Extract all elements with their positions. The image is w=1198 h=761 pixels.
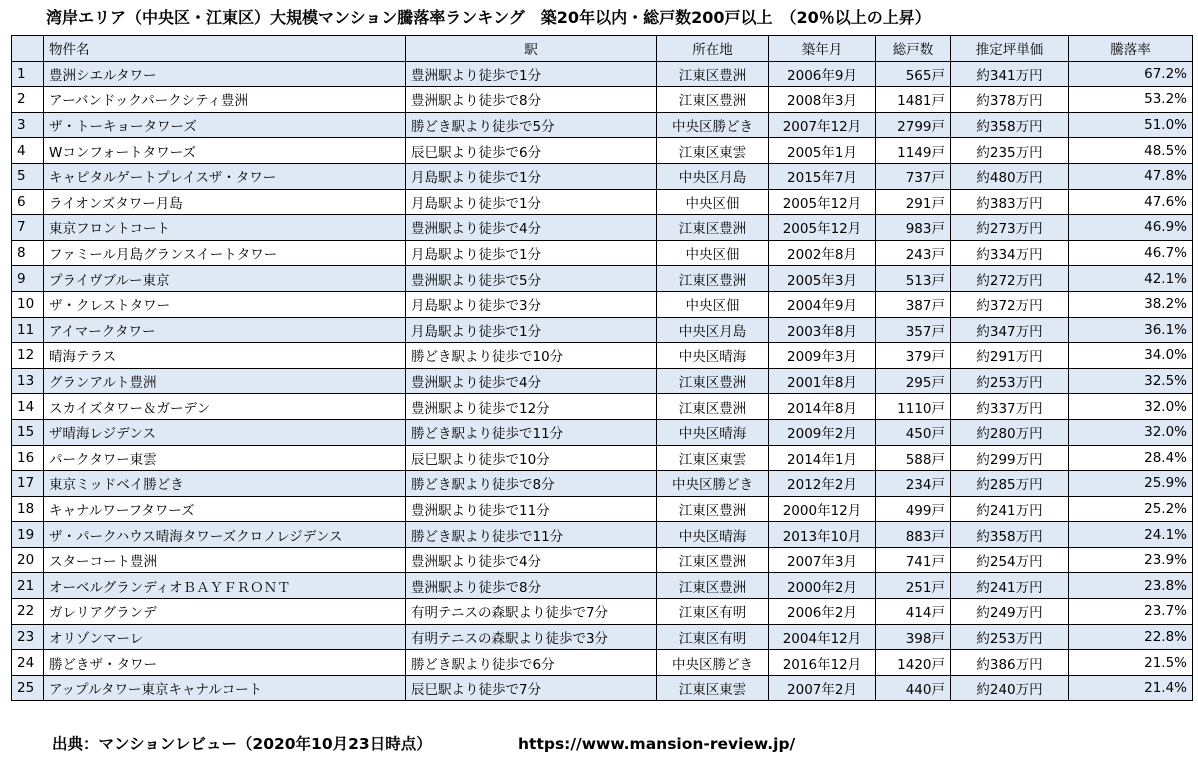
cell-station: 豊洲駅より徒歩で8分 bbox=[406, 87, 657, 113]
cell-units: 243戸 bbox=[876, 240, 951, 266]
cell-location: 江東区東雲 bbox=[657, 445, 769, 471]
cell-price: 約273万円 bbox=[951, 215, 1069, 241]
cell-rate: 53.2% bbox=[1069, 87, 1193, 113]
cell-location: 中央区佃 bbox=[657, 291, 769, 317]
cell-location: 江東区豊洲 bbox=[657, 215, 769, 241]
cell-built: 2006年2月 bbox=[769, 599, 876, 625]
header-location: 所在地 bbox=[657, 36, 769, 62]
cell-price: 約299万円 bbox=[951, 445, 1069, 471]
cell-station: 辰巳駅より徒歩で7分 bbox=[406, 675, 657, 701]
cell-rank: 3 bbox=[12, 112, 44, 138]
cell-built: 2013年10月 bbox=[769, 522, 876, 548]
table-row bbox=[12, 471, 1193, 497]
cell-property-name: 豊洲シエルタワー bbox=[44, 61, 406, 87]
cell-location: 江東区東雲 bbox=[657, 138, 769, 164]
cell-location: 中央区勝どき bbox=[657, 471, 769, 497]
header-no bbox=[12, 36, 44, 62]
cell-property-name: 東京ミッドベイ勝どき bbox=[44, 471, 406, 497]
cell-price: 約253万円 bbox=[951, 368, 1069, 394]
cell-rate: 32.0% bbox=[1069, 419, 1193, 445]
cell-location: 江東区豊洲 bbox=[657, 368, 769, 394]
cell-rank: 15 bbox=[12, 419, 44, 445]
cell-price: 約285万円 bbox=[951, 471, 1069, 497]
footer-url[interactable]: https://www.mansion-review.jp/ bbox=[518, 735, 796, 753]
ranking-table bbox=[11, 35, 1193, 701]
cell-station: 豊洲駅より徒歩で1分 bbox=[406, 61, 657, 87]
cell-rate: 23.9% bbox=[1069, 547, 1193, 573]
cell-station: 豊洲駅より徒歩で5分 bbox=[406, 266, 657, 292]
cell-station: 月島駅より徒歩で3分 bbox=[406, 291, 657, 317]
cell-rate: 28.4% bbox=[1069, 445, 1193, 471]
cell-rank: 13 bbox=[12, 368, 44, 394]
cell-units: 291戸 bbox=[876, 189, 951, 215]
cell-rate: 36.1% bbox=[1069, 317, 1193, 343]
table-row bbox=[12, 266, 1193, 292]
cell-station: 有明テニスの森駅より徒歩で7分 bbox=[406, 599, 657, 625]
cell-units: 440戸 bbox=[876, 675, 951, 701]
cell-station: 月島駅より徒歩で1分 bbox=[406, 189, 657, 215]
cell-rate: 48.5% bbox=[1069, 138, 1193, 164]
table-row bbox=[12, 163, 1193, 189]
cell-built: 2004年9月 bbox=[769, 291, 876, 317]
cell-rank: 17 bbox=[12, 471, 44, 497]
cell-station: 月島駅より徒歩で1分 bbox=[406, 163, 657, 189]
cell-built: 2007年2月 bbox=[769, 675, 876, 701]
table-row bbox=[12, 624, 1193, 650]
cell-price: 約272万円 bbox=[951, 266, 1069, 292]
cell-property-name: ザ・トーキョータワーズ bbox=[44, 112, 406, 138]
cell-property-name: オリゾンマーレ bbox=[44, 624, 406, 650]
cell-location: 中央区佃 bbox=[657, 240, 769, 266]
cell-location: 江東区豊洲 bbox=[657, 573, 769, 599]
cell-property-name: 勝どきザ・タワー bbox=[44, 650, 406, 676]
cell-rate: 23.7% bbox=[1069, 599, 1193, 625]
cell-price: 約291万円 bbox=[951, 343, 1069, 369]
cell-station: 勝どき駅より徒歩で11分 bbox=[406, 522, 657, 548]
header-rate: 騰落率 bbox=[1069, 36, 1193, 62]
cell-rank: 8 bbox=[12, 240, 44, 266]
cell-built: 2000年2月 bbox=[769, 573, 876, 599]
cell-location: 中央区晴海 bbox=[657, 419, 769, 445]
cell-price: 約235万円 bbox=[951, 138, 1069, 164]
table-row bbox=[12, 368, 1193, 394]
cell-location: 中央区晴海 bbox=[657, 343, 769, 369]
cell-built: 2009年2月 bbox=[769, 419, 876, 445]
cell-price: 約240万円 bbox=[951, 675, 1069, 701]
cell-rank: 18 bbox=[12, 496, 44, 522]
cell-station: 勝どき駅より徒歩で10分 bbox=[406, 343, 657, 369]
table-row bbox=[12, 445, 1193, 471]
cell-units: 513戸 bbox=[876, 266, 951, 292]
cell-rate: 51.0% bbox=[1069, 112, 1193, 138]
cell-location: 江東区東雲 bbox=[657, 675, 769, 701]
cell-station: 勝どき駅より徒歩で11分 bbox=[406, 419, 657, 445]
cell-station: 月島駅より徒歩で1分 bbox=[406, 317, 657, 343]
cell-station: 勝どき駅より徒歩で6分 bbox=[406, 650, 657, 676]
cell-price: 約249万円 bbox=[951, 599, 1069, 625]
cell-property-name: ザ・クレストタワー bbox=[44, 291, 406, 317]
cell-property-name: ライオンズタワー月島 bbox=[44, 189, 406, 215]
cell-price: 約254万円 bbox=[951, 547, 1069, 573]
cell-station: 豊洲駅より徒歩で4分 bbox=[406, 215, 657, 241]
cell-rate: 32.5% bbox=[1069, 368, 1193, 394]
cell-rank: 25 bbox=[12, 675, 44, 701]
cell-station: 辰巳駅より徒歩で10分 bbox=[406, 445, 657, 471]
header-station: 駅 bbox=[406, 36, 657, 62]
cell-units: 379戸 bbox=[876, 343, 951, 369]
cell-property-name: アイマークタワー bbox=[44, 317, 406, 343]
cell-rate: 22.8% bbox=[1069, 624, 1193, 650]
cell-units: 357戸 bbox=[876, 317, 951, 343]
cell-station: 辰巳駅より徒歩で6分 bbox=[406, 138, 657, 164]
cell-built: 2005年1月 bbox=[769, 138, 876, 164]
table-row bbox=[12, 317, 1193, 343]
cell-units: 499戸 bbox=[876, 496, 951, 522]
table-row bbox=[12, 650, 1193, 676]
cell-rank: 24 bbox=[12, 650, 44, 676]
cell-price: 約383万円 bbox=[951, 189, 1069, 215]
cell-property-name: ザ・パークハウス晴海タワーズクロノレジデンス bbox=[44, 522, 406, 548]
cell-built: 2005年12月 bbox=[769, 215, 876, 241]
cell-units: 565戸 bbox=[876, 61, 951, 87]
cell-property-name: キャナルワーフタワーズ bbox=[44, 496, 406, 522]
table-row bbox=[12, 599, 1193, 625]
cell-built: 2006年9月 bbox=[769, 61, 876, 87]
cell-location: 中央区佃 bbox=[657, 189, 769, 215]
cell-location: 江東区豊洲 bbox=[657, 496, 769, 522]
cell-location: 中央区勝どき bbox=[657, 112, 769, 138]
cell-station: 勝どき駅より徒歩で8分 bbox=[406, 471, 657, 497]
cell-property-name: ザ晴海レジデンス bbox=[44, 419, 406, 445]
cell-units: 983戸 bbox=[876, 215, 951, 241]
cell-rank: 5 bbox=[12, 163, 44, 189]
cell-rate: 21.4% bbox=[1069, 675, 1193, 701]
table-row bbox=[12, 675, 1193, 701]
cell-location: 江東区豊洲 bbox=[657, 87, 769, 113]
cell-rank: 11 bbox=[12, 317, 44, 343]
cell-rate: 47.8% bbox=[1069, 163, 1193, 189]
header-units: 総戸数 bbox=[876, 36, 951, 62]
table-row bbox=[12, 291, 1193, 317]
table-row bbox=[12, 87, 1193, 113]
cell-price: 約347万円 bbox=[951, 317, 1069, 343]
cell-rank: 19 bbox=[12, 522, 44, 548]
cell-location: 江東区豊洲 bbox=[657, 394, 769, 420]
table-row bbox=[12, 240, 1193, 266]
cell-price: 約337万円 bbox=[951, 394, 1069, 420]
cell-price: 約372万円 bbox=[951, 291, 1069, 317]
cell-price: 約341万円 bbox=[951, 61, 1069, 87]
cell-price: 約358万円 bbox=[951, 112, 1069, 138]
cell-units: 741戸 bbox=[876, 547, 951, 573]
cell-rate: 34.0% bbox=[1069, 343, 1193, 369]
table-row bbox=[12, 547, 1193, 573]
header-name: 物件名 bbox=[44, 36, 406, 62]
cell-units: 414戸 bbox=[876, 599, 951, 625]
table-row bbox=[12, 573, 1193, 599]
cell-rank: 16 bbox=[12, 445, 44, 471]
table-row bbox=[12, 112, 1193, 138]
cell-rate: 25.2% bbox=[1069, 496, 1193, 522]
cell-property-name: スカイズタワー＆ガーデン bbox=[44, 394, 406, 420]
cell-rate: 47.6% bbox=[1069, 189, 1193, 215]
cell-property-name: キャピタルゲートプレイスザ・タワー bbox=[44, 163, 406, 189]
cell-built: 2002年8月 bbox=[769, 240, 876, 266]
cell-station: 有明テニスの森駅より徒歩で3分 bbox=[406, 624, 657, 650]
cell-location: 江東区豊洲 bbox=[657, 266, 769, 292]
page-title: 湾岸エリア（中央区・江東区）大規模マンション騰落率ランキング 築20年以内・総戸数200戸以上 （20％以上の上昇） bbox=[46, 8, 931, 27]
table-row bbox=[12, 189, 1193, 215]
cell-units: 588戸 bbox=[876, 445, 951, 471]
cell-units: 398戸 bbox=[876, 624, 951, 650]
cell-property-name: グランアルト豊洲 bbox=[44, 368, 406, 394]
cell-built: 2005年12月 bbox=[769, 189, 876, 215]
cell-rank: 14 bbox=[12, 394, 44, 420]
table-row bbox=[12, 522, 1193, 548]
cell-rate: 42.1% bbox=[1069, 266, 1193, 292]
cell-rate: 46.7% bbox=[1069, 240, 1193, 266]
cell-station: 月島駅より徒歩で1分 bbox=[406, 240, 657, 266]
cell-rate: 67.2% bbox=[1069, 61, 1193, 87]
cell-price: 約378万円 bbox=[951, 87, 1069, 113]
footer-source: 出典：マンションレビュー（2020年10月23日時点） bbox=[52, 735, 432, 753]
cell-rank: 1 bbox=[12, 61, 44, 87]
cell-units: 737戸 bbox=[876, 163, 951, 189]
cell-rank: 9 bbox=[12, 266, 44, 292]
cell-rate: 38.2% bbox=[1069, 291, 1193, 317]
cell-built: 2014年8月 bbox=[769, 394, 876, 420]
cell-station: 豊洲駅より徒歩で4分 bbox=[406, 368, 657, 394]
cell-built: 2007年3月 bbox=[769, 547, 876, 573]
cell-station: 豊洲駅より徒歩で12分 bbox=[406, 394, 657, 420]
cell-rank: 20 bbox=[12, 547, 44, 573]
cell-price: 約280万円 bbox=[951, 419, 1069, 445]
cell-rank: 21 bbox=[12, 573, 44, 599]
cell-units: 251戸 bbox=[876, 573, 951, 599]
cell-rank: 7 bbox=[12, 215, 44, 241]
cell-property-name: スターコート豊洲 bbox=[44, 547, 406, 573]
cell-property-name: 晴海テラス bbox=[44, 343, 406, 369]
cell-price: 約386万円 bbox=[951, 650, 1069, 676]
cell-rank: 2 bbox=[12, 87, 44, 113]
cell-station: 豊洲駅より徒歩で11分 bbox=[406, 496, 657, 522]
cell-rank: 12 bbox=[12, 343, 44, 369]
header-price: 推定坪単価 bbox=[951, 36, 1069, 62]
cell-built: 2000年12月 bbox=[769, 496, 876, 522]
cell-location: 中央区晴海 bbox=[657, 522, 769, 548]
cell-location: 江東区豊洲 bbox=[657, 61, 769, 87]
cell-rank: 4 bbox=[12, 138, 44, 164]
cell-property-name: パークタワー東雲 bbox=[44, 445, 406, 471]
cell-price: 約253万円 bbox=[951, 624, 1069, 650]
cell-property-name: オーベルグランディオＢＡＹＦＲＯＮＴ bbox=[44, 573, 406, 599]
cell-location: 中央区勝どき bbox=[657, 650, 769, 676]
cell-rate: 32.0% bbox=[1069, 394, 1193, 420]
table-row bbox=[12, 394, 1193, 420]
cell-property-name: アップルタワー東京キャナルコート bbox=[44, 675, 406, 701]
cell-built: 2008年3月 bbox=[769, 87, 876, 113]
table-row bbox=[12, 215, 1193, 241]
cell-units: 1110戸 bbox=[876, 394, 951, 420]
cell-built: 2016年12月 bbox=[769, 650, 876, 676]
cell-property-name: Wコンフォートタワーズ bbox=[44, 138, 406, 164]
cell-property-name: ガレリアグランデ bbox=[44, 599, 406, 625]
cell-units: 1481戸 bbox=[876, 87, 951, 113]
cell-built: 2001年8月 bbox=[769, 368, 876, 394]
table-row bbox=[12, 343, 1193, 369]
cell-rank: 22 bbox=[12, 599, 44, 625]
cell-property-name: 東京フロントコート bbox=[44, 215, 406, 241]
cell-built: 2007年12月 bbox=[769, 112, 876, 138]
cell-station: 勝どき駅より徒歩で5分 bbox=[406, 112, 657, 138]
cell-units: 1420戸 bbox=[876, 650, 951, 676]
cell-units: 2799戸 bbox=[876, 112, 951, 138]
cell-units: 1149戸 bbox=[876, 138, 951, 164]
cell-location: 中央区月島 bbox=[657, 163, 769, 189]
cell-rate: 23.8% bbox=[1069, 573, 1193, 599]
cell-price: 約480万円 bbox=[951, 163, 1069, 189]
cell-units: 295戸 bbox=[876, 368, 951, 394]
cell-location: 中央区月島 bbox=[657, 317, 769, 343]
cell-rate: 25.9% bbox=[1069, 471, 1193, 497]
cell-built: 2003年8月 bbox=[769, 317, 876, 343]
cell-rate: 21.5% bbox=[1069, 650, 1193, 676]
cell-rank: 6 bbox=[12, 189, 44, 215]
cell-rate: 46.9% bbox=[1069, 215, 1193, 241]
cell-location: 江東区豊洲 bbox=[657, 547, 769, 573]
cell-price: 約241万円 bbox=[951, 496, 1069, 522]
cell-price: 約358万円 bbox=[951, 522, 1069, 548]
cell-property-name: プライヴブルー東京 bbox=[44, 266, 406, 292]
cell-units: 234戸 bbox=[876, 471, 951, 497]
cell-units: 450戸 bbox=[876, 419, 951, 445]
cell-property-name: ファミール月島グランスイートタワー bbox=[44, 240, 406, 266]
table-row bbox=[12, 419, 1193, 445]
footer bbox=[52, 733, 795, 755]
cell-rank: 23 bbox=[12, 624, 44, 650]
cell-built: 2005年3月 bbox=[769, 266, 876, 292]
cell-rate: 24.1% bbox=[1069, 522, 1193, 548]
table-row bbox=[12, 61, 1193, 87]
header-built: 築年月 bbox=[769, 36, 876, 62]
cell-price: 約241万円 bbox=[951, 573, 1069, 599]
cell-location: 江東区有明 bbox=[657, 599, 769, 625]
cell-property-name: アーバンドックパークシティ豊洲 bbox=[44, 87, 406, 113]
header-row bbox=[12, 36, 1193, 62]
cell-built: 2009年3月 bbox=[769, 343, 876, 369]
cell-units: 387戸 bbox=[876, 291, 951, 317]
cell-station: 豊洲駅より徒歩で8分 bbox=[406, 573, 657, 599]
table-row bbox=[12, 138, 1193, 164]
cell-built: 2012年2月 bbox=[769, 471, 876, 497]
table-row bbox=[12, 496, 1193, 522]
cell-built: 2004年12月 bbox=[769, 624, 876, 650]
cell-location: 江東区有明 bbox=[657, 624, 769, 650]
cell-units: 883戸 bbox=[876, 522, 951, 548]
cell-station: 豊洲駅より徒歩で4分 bbox=[406, 547, 657, 573]
cell-price: 約334万円 bbox=[951, 240, 1069, 266]
cell-built: 2015年7月 bbox=[769, 163, 876, 189]
cell-built: 2014年1月 bbox=[769, 445, 876, 471]
cell-rank: 10 bbox=[12, 291, 44, 317]
